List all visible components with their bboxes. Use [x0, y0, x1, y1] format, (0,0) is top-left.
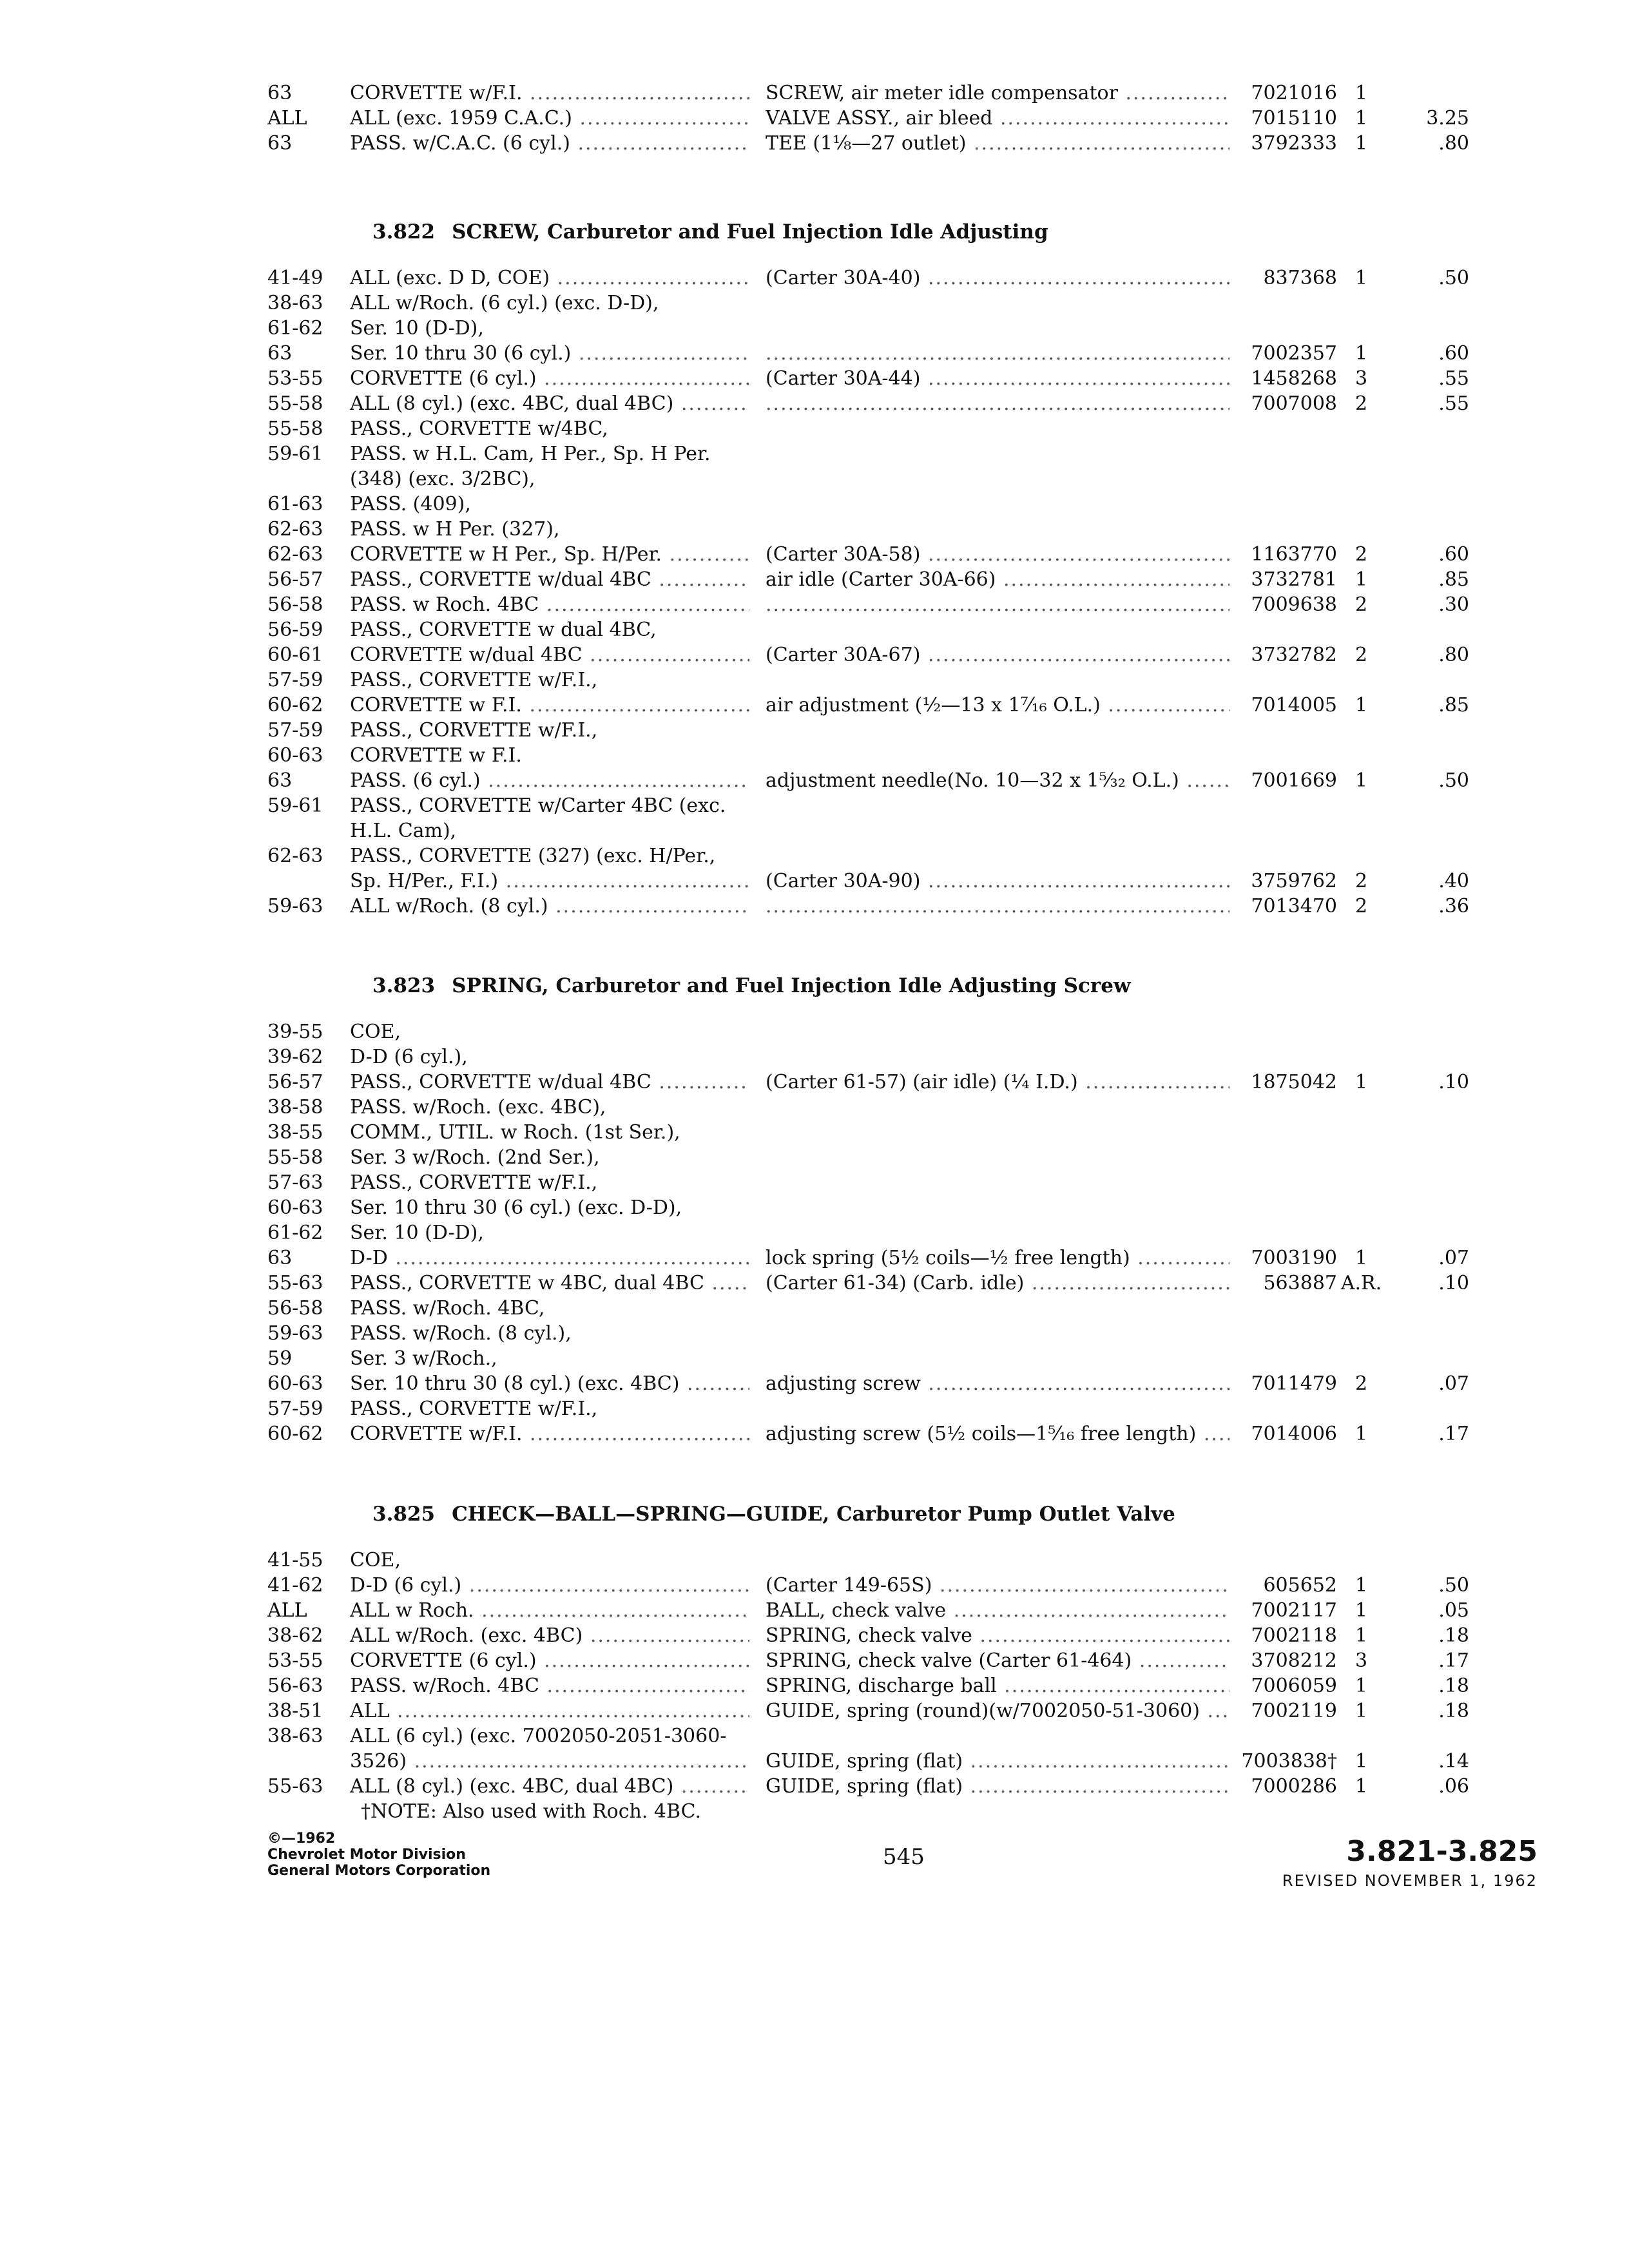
quantity-cell: 1 [1354, 1071, 1368, 1093]
section-heading [372, 973, 1131, 999]
year-cell: 61-63 [267, 493, 323, 515]
year-cell: 63 [267, 769, 293, 792]
year-cell: 57-59 [267, 1398, 323, 1420]
description-cell: (Carter 30A-44) ..... [766, 366, 1229, 392]
description-cell: GUIDE, spring (flat) ..... [766, 1749, 1229, 1774]
price-cell: .30 [1438, 593, 1469, 616]
model-cell: CORVETTE w/F.I. ..... [350, 1421, 749, 1447]
year-cell: 63 [267, 342, 293, 365]
model-cell: ALL (8 cyl.) (exc. 4BC, dual 4BC) ..... [350, 391, 749, 417]
model-cell: PASS. w/Roch. (exc. 4BC), [350, 1096, 606, 1119]
model-cell: CORVETTE w F.I. [350, 744, 522, 767]
quantity-cell: 2 [1354, 543, 1368, 566]
model-cell: Sp. H/Per., F.I.) ..... [350, 869, 749, 894]
model-cell: CORVETTE w F.I. ..... [350, 693, 749, 718]
quantity-cell: 1 [1354, 342, 1368, 365]
model-cell: ALL w/Roch. (exc. 4BC) ..... [350, 1623, 749, 1649]
part-number-cell: 1458268 [1251, 367, 1337, 390]
model-cell: ALL (exc. 1959 C.A.C.) ..... [350, 106, 749, 131]
description-cell [766, 341, 1229, 367]
quantity-cell: 2 [1354, 392, 1368, 415]
section-title: CHECK—BALL—SPRING—GUIDE, Carburetor Pump Outlet Valve [452, 1503, 1175, 1526]
year-cell: 56-58 [267, 1297, 323, 1320]
price-cell: .10 [1438, 1272, 1469, 1294]
year-cell: 59-61 [267, 443, 323, 465]
quantity-cell: A.R. [1340, 1272, 1382, 1294]
part-number-cell: 7015110 [1251, 107, 1337, 130]
part-number-cell: 3792333 [1251, 132, 1337, 155]
description-cell: TEE (1⅛—27 outlet) ..... [766, 131, 1229, 157]
model-cell: PASS. (6 cyl.) ..... [350, 768, 749, 794]
part-number-cell: 3708212 [1251, 1649, 1337, 1672]
year-cell: 38-63 [267, 1725, 323, 1747]
model-cell: CORVETTE w H Per., Sp. H/Per. ..... [350, 542, 749, 568]
quantity-cell: 1 [1354, 1750, 1368, 1773]
model-cell: COE, [350, 1549, 401, 1571]
model-cell: PASS., CORVETTE w/F.I., [350, 1171, 598, 1194]
section-number: 3.823 [372, 974, 436, 997]
section-title: SCREW, Carburetor and Fuel Injection Idle Adjusting [452, 220, 1048, 244]
model-cell: D-D (6 cyl.), [350, 1046, 468, 1068]
model-cell: PASS., CORVETTE w/F.I., [350, 1398, 598, 1420]
model-cell: PASS., CORVETTE w/Carter 4BC (exc. [350, 794, 726, 817]
year-cell: 41-55 [267, 1549, 323, 1571]
year-cell: 61-62 [267, 317, 323, 340]
year-cell: 60-62 [267, 1423, 323, 1445]
year-cell: 60-62 [267, 694, 323, 716]
model-cell: H.L. Cam), [350, 820, 457, 842]
part-number-cell: 7003838† [1241, 1750, 1337, 1773]
model-cell: D-D (6 cyl.) ..... [350, 1573, 749, 1599]
part-number-cell: 7001669 [1251, 769, 1337, 792]
model-cell: PASS., CORVETTE w/dual 4BC ..... [350, 1070, 749, 1095]
description-cell: adjusting screw (5½ coils—1⁵⁄₁₆ free length) ..... [766, 1421, 1229, 1447]
price-cell: .17 [1438, 1649, 1469, 1672]
price-cell: .18 [1438, 1700, 1469, 1722]
section-heading [372, 1501, 1175, 1527]
description-cell: SPRING, check valve ..... [766, 1623, 1229, 1649]
description-cell: VALVE ASSY., air bleed ..... [766, 106, 1229, 131]
description-cell: adjustment needle(No. 10—32 x 1⁵⁄₃₂ O.L.) ..... [766, 768, 1229, 794]
model-cell: ALL w/Roch. (6 cyl.) (exc. D-D), [350, 292, 659, 314]
model-cell: Ser. 10 (D-D), [350, 1222, 484, 1244]
description-cell: lock spring (5½ coils—½ free length) ..... [766, 1245, 1229, 1271]
description-cell [766, 592, 1229, 618]
year-cell: 53-55 [267, 1649, 323, 1672]
section-number: 3.822 [372, 220, 436, 244]
price-cell: .60 [1438, 342, 1469, 365]
footer-copyright: ©—1962 [267, 1831, 336, 1847]
year-cell: 62-63 [267, 543, 323, 566]
price-cell: .50 [1438, 1574, 1469, 1597]
model-cell: PASS., CORVETTE (327) (exc. H/Per., [350, 845, 716, 867]
description-cell: SCREW, air meter idle compensator ..... [766, 81, 1229, 106]
model-cell: Ser. 3 w/Roch. (2nd Ser.), [350, 1146, 600, 1169]
quantity-cell: 1 [1354, 1624, 1368, 1647]
quantity-cell: 2 [1354, 895, 1368, 918]
quantity-cell: 1 [1354, 769, 1368, 792]
model-cell: D-D ..... [350, 1245, 749, 1271]
part-number-cell: 7002357 [1251, 342, 1337, 365]
year-cell: 63 [267, 82, 293, 104]
part-number-cell: 7002117 [1251, 1599, 1337, 1622]
model-cell: PASS. w Roch. 4BC ..... [350, 592, 749, 618]
model-cell: Ser. 10 thru 30 (6 cyl.) ..... [350, 341, 749, 367]
year-cell: 41-62 [267, 1574, 323, 1597]
year-cell: 38-63 [267, 292, 323, 314]
price-cell: 3.25 [1426, 107, 1469, 130]
year-cell: 56-63 [267, 1675, 323, 1697]
model-cell: PASS., CORVETTE w/F.I., [350, 669, 598, 691]
quantity-cell: 2 [1354, 644, 1368, 666]
quantity-cell: 1 [1354, 1700, 1368, 1722]
year-cell: 63 [267, 132, 293, 155]
model-cell: Ser. 10 thru 30 (8 cyl.) (exc. 4BC) ..... [350, 1371, 749, 1397]
section-range: 3.821-3.825 [1346, 1835, 1537, 1868]
price-cell: .10 [1438, 1071, 1469, 1093]
part-number-cell: 7003190 [1251, 1247, 1337, 1269]
model-cell: PASS., CORVETTE w/F.I., [350, 719, 598, 742]
model-cell: PASS. w/Roch. (8 cyl.), [350, 1322, 572, 1345]
year-cell: 57-59 [267, 669, 323, 691]
year-cell: 38-55 [267, 1121, 323, 1144]
model-cell: PASS., CORVETTE w dual 4BC, [350, 619, 657, 641]
description-cell: GUIDE, spring (flat) ..... [766, 1774, 1229, 1800]
year-cell: ALL [267, 107, 307, 130]
quantity-cell: 1 [1354, 267, 1368, 289]
model-cell: PASS. w H Per. (327), [350, 518, 560, 541]
year-cell: 53-55 [267, 367, 323, 390]
footer-corporation: General Motors Corporation [267, 1863, 491, 1879]
price-cell: .80 [1438, 132, 1469, 155]
part-number-cell: 563887 [1263, 1272, 1337, 1294]
price-cell: .06 [1438, 1775, 1469, 1798]
year-cell: 55-58 [267, 392, 323, 415]
price-cell: .50 [1438, 769, 1469, 792]
model-cell: Ser. 10 (D-D), [350, 317, 484, 340]
price-cell: .60 [1438, 543, 1469, 566]
model-cell: PASS., CORVETTE w/4BC, [350, 418, 608, 440]
model-cell: ALL (6 cyl.) (exc. 7002050-2051-3060- [350, 1725, 727, 1747]
quantity-cell: 1 [1354, 107, 1368, 130]
year-cell: 60-61 [267, 644, 323, 666]
model-cell: CORVETTE (6 cyl.) ..... [350, 366, 749, 392]
quantity-cell: 1 [1354, 132, 1368, 155]
section-number: 3.825 [372, 1503, 436, 1526]
footnote: †NOTE: Also used with Roch. 4BC. [361, 1800, 702, 1823]
year-cell: 59-61 [267, 794, 323, 817]
model-cell: PASS. w/Roch. 4BC, [350, 1297, 545, 1320]
price-cell: .07 [1438, 1247, 1469, 1269]
quantity-cell: 1 [1354, 82, 1368, 104]
quantity-cell: 3 [1354, 1649, 1368, 1672]
quantity-cell: 2 [1354, 870, 1368, 892]
quantity-cell: 3 [1354, 367, 1368, 390]
description-cell: (Carter 61-57) (air idle) (¼ I.D.) ..... [766, 1070, 1229, 1095]
model-cell: Ser. 3 w/Roch., [350, 1347, 497, 1370]
year-cell: 56-59 [267, 619, 323, 641]
part-number-cell: 7021016 [1251, 82, 1337, 104]
price-cell: .80 [1438, 644, 1469, 666]
part-number-cell: 3732781 [1251, 568, 1337, 591]
price-cell: .36 [1438, 895, 1469, 918]
year-cell: 38-58 [267, 1096, 323, 1119]
quantity-cell: 1 [1354, 694, 1368, 716]
year-cell: 57-59 [267, 719, 323, 742]
description-cell: (Carter 61-34) (Carb. idle) ..... [766, 1271, 1229, 1296]
part-number-cell: 7013470 [1251, 895, 1337, 918]
price-cell: .50 [1438, 267, 1469, 289]
year-cell: 62-63 [267, 845, 323, 867]
part-number-cell: 7002118 [1251, 1624, 1337, 1647]
description-cell: (Carter 30A-90) ..... [766, 869, 1229, 894]
year-cell: 61-62 [267, 1222, 323, 1244]
year-cell: 62-63 [267, 518, 323, 541]
part-number-cell: 7007008 [1251, 392, 1337, 415]
model-cell: (348) (exc. 3/2BC), [350, 468, 535, 490]
description-cell: BALL, check valve ..... [766, 1598, 1229, 1624]
year-cell: 57-63 [267, 1171, 323, 1194]
part-number-cell: 1163770 [1251, 543, 1337, 566]
description-cell: (Carter 30A-67) ..... [766, 642, 1229, 668]
year-cell: 56-58 [267, 593, 323, 616]
part-number-cell: 7011479 [1251, 1372, 1337, 1395]
model-cell: ALL ..... [350, 1698, 749, 1724]
year-cell: 60-63 [267, 744, 323, 767]
model-cell: 3526) ..... [350, 1749, 749, 1774]
description-cell: air adjustment (½—13 x 1⁷⁄₁₆ O.L.) ..... [766, 693, 1229, 718]
quantity-cell: 1 [1354, 1574, 1368, 1597]
model-cell: ALL w/Roch. (8 cyl.) ..... [350, 894, 749, 919]
description-cell: SPRING, discharge ball ..... [766, 1673, 1229, 1699]
year-cell: 55-63 [267, 1272, 323, 1294]
model-cell: PASS., CORVETTE w/dual 4BC ..... [350, 567, 749, 593]
part-number-cell: 7014006 [1251, 1423, 1337, 1445]
part-number-cell: 605652 [1263, 1574, 1337, 1597]
description-cell: (Carter 30A-58) ..... [766, 542, 1229, 568]
year-cell: ALL [267, 1599, 307, 1622]
model-cell: PASS., CORVETTE w 4BC, dual 4BC ..... [350, 1271, 749, 1296]
description-cell [766, 391, 1229, 417]
model-cell: Ser. 10 thru 30 (6 cyl.) (exc. D-D), [350, 1196, 682, 1219]
year-cell: 56-57 [267, 1071, 323, 1093]
year-cell: 59-63 [267, 895, 323, 918]
description-cell [766, 894, 1229, 919]
description-cell: (Carter 30A-40) ..... [766, 265, 1229, 291]
part-number-cell: 3759762 [1251, 870, 1337, 892]
price-cell: .07 [1438, 1372, 1469, 1395]
quantity-cell: 1 [1354, 1675, 1368, 1697]
part-number-cell: 7000286 [1251, 1775, 1337, 1798]
model-cell: CORVETTE w/dual 4BC ..... [350, 642, 749, 668]
part-number-cell: 7014005 [1251, 694, 1337, 716]
section-heading [372, 219, 1048, 245]
price-cell: .05 [1438, 1599, 1469, 1622]
description-cell: adjusting screw ..... [766, 1371, 1229, 1397]
model-cell: PASS. w/Roch. 4BC ..... [350, 1673, 749, 1699]
model-cell: PASS. w H.L. Cam, H Per., Sp. H Per. [350, 443, 711, 465]
model-cell: CORVETTE w/F.I. ..... [350, 81, 749, 106]
model-cell: PASS. (409), [350, 493, 471, 515]
description-cell: air idle (Carter 30A-66) ..... [766, 567, 1229, 593]
description-cell: GUIDE, spring (round)(w/7002050-51-3060) ..... [766, 1698, 1229, 1724]
price-cell: .18 [1438, 1675, 1469, 1697]
page-number: 545 [883, 1844, 925, 1870]
model-cell: COE, [350, 1021, 401, 1043]
model-cell: PASS. w/C.A.C. (6 cyl.) ..... [350, 131, 749, 157]
footer-division: Chevrolet Motor Division [267, 1847, 466, 1863]
price-cell: .55 [1438, 392, 1469, 415]
year-cell: 39-62 [267, 1046, 323, 1068]
price-cell: .85 [1438, 568, 1469, 591]
price-cell: .14 [1438, 1750, 1469, 1773]
price-cell: .18 [1438, 1624, 1469, 1647]
quantity-cell: 2 [1354, 1372, 1368, 1395]
description-cell: SPRING, check valve (Carter 61-464) ..... [766, 1648, 1229, 1674]
part-number-cell: 7006059 [1251, 1675, 1337, 1697]
model-cell: ALL (exc. D D, COE) ..... [350, 265, 749, 291]
year-cell: 39-55 [267, 1021, 323, 1043]
part-number-cell: 1875042 [1251, 1071, 1337, 1093]
revised-date: REVISED NOVEMBER 1, 1962 [1282, 1872, 1537, 1890]
year-cell: 55-58 [267, 418, 323, 440]
description-cell: (Carter 149-65S) ..... [766, 1573, 1229, 1599]
year-cell: 38-51 [267, 1700, 323, 1722]
year-cell: 55-63 [267, 1775, 323, 1798]
year-cell: 56-57 [267, 568, 323, 591]
part-number-cell: 7009638 [1251, 593, 1337, 616]
price-cell: .85 [1438, 694, 1469, 716]
year-cell: 63 [267, 1247, 293, 1269]
section-title: SPRING, Carburetor and Fuel Injection Idle Adjusting Screw [452, 974, 1131, 997]
quantity-cell: 2 [1354, 593, 1368, 616]
quantity-cell: 1 [1354, 568, 1368, 591]
model-cell: ALL (8 cyl.) (exc. 4BC, dual 4BC) ..... [350, 1774, 749, 1800]
year-cell: 38-62 [267, 1624, 323, 1647]
year-cell: 60-63 [267, 1196, 323, 1219]
year-cell: 59 [267, 1347, 293, 1370]
year-cell: 59-63 [267, 1322, 323, 1345]
quantity-cell: 1 [1354, 1423, 1368, 1445]
quantity-cell: 1 [1354, 1775, 1368, 1798]
model-cell: ALL w Roch. ..... [350, 1598, 749, 1624]
model-cell: COMM., UTIL. w Roch. (1st Ser.), [350, 1121, 680, 1144]
part-number-cell: 837368 [1263, 267, 1337, 289]
quantity-cell: 1 [1354, 1247, 1368, 1269]
year-cell: 60-63 [267, 1372, 323, 1395]
part-number-cell: 7002119 [1251, 1700, 1337, 1722]
price-cell: .17 [1438, 1423, 1469, 1445]
model-cell: CORVETTE (6 cyl.) ..... [350, 1648, 749, 1674]
year-cell: 55-58 [267, 1146, 323, 1169]
price-cell: .40 [1438, 870, 1469, 892]
year-cell: 41-49 [267, 267, 323, 289]
quantity-cell: 1 [1354, 1599, 1368, 1622]
price-cell: .55 [1438, 367, 1469, 390]
part-number-cell: 3732782 [1251, 644, 1337, 666]
